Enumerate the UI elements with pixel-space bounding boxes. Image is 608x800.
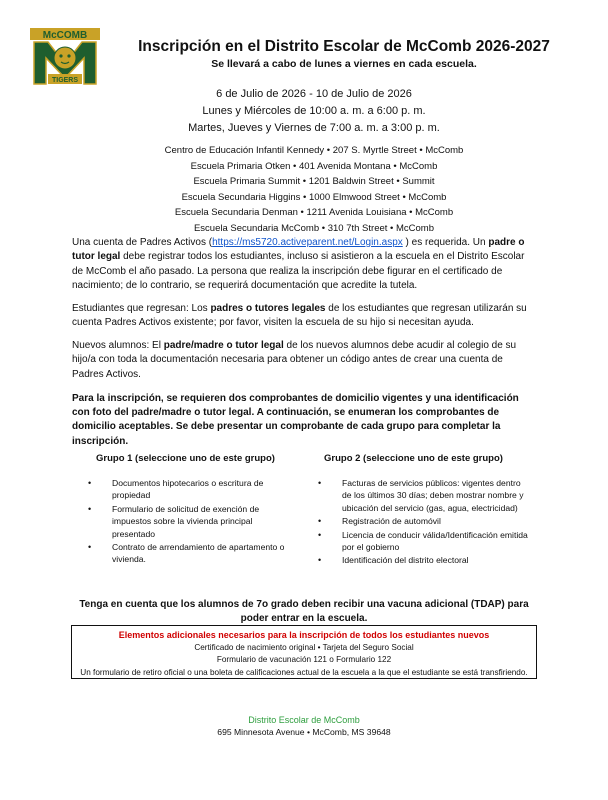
school-item: Escuela Secundaria McComb • 310 7th Street • McComb [193, 222, 435, 234]
list-item: • Contrato de arrendamiento de apartamento o vivienda. [88, 541, 288, 566]
list-item: • Licencia de conducir válida/Identificación emitida por el gobierno [318, 529, 530, 554]
registration-dates [60, 86, 568, 137]
returning-students-paragraph [72, 302, 534, 331]
school-item: Escuela Secundaria Higgins • 1000 Elmwood Street • McComb [181, 191, 447, 203]
box-line: Un formulario de retiro oficial o una boleta de calificaciones actual de la escuela a la que el estudiante se está transfiriendo. [80, 667, 528, 677]
group1-heading: Grupo 1 (seleccione uno de este grupo) [96, 453, 275, 464]
school-item: Escuela Secundaria Denman • 1211 Avenida Louisiana • McComb [174, 207, 454, 219]
proof-of-residence-paragraph: Para la inscripción, se requieren dos comprobantes de domicilio vigentes y una identificación con foto del padre/madre o tutor legal. A continuación, se enumeran los comprobantes de domicilio aceptables. Se debe presentar un comprobante de cada grupo para completar la inscripción. [72, 393, 519, 447]
hours-tue-thu-fri: Martes, Jueves y Viernes de 7:00 a. m. a 3:00 p. m. [188, 122, 440, 134]
bold-span: padres o tutores legales [210, 303, 326, 314]
box-heading: Elementos adicionales necesarios para la inscripción de todos los estudiantes nuevos [118, 630, 490, 640]
list-item: • Identificación del distrito electoral [318, 554, 530, 566]
school-item: Escuela Primaria Otken • 401 Avenida Montana • McComb [190, 160, 438, 172]
list-item: • Facturas de servicios públicos: vigentes dentro de los últimos 30 días; deben mostrar nombre y ubicación del servicio (gas, agua, electricidad) [318, 477, 530, 514]
list-item: • Documentos hipotecarios o escritura de propiedad [88, 477, 288, 502]
group2-heading: Grupo 2 (seleccione uno de este grupo) [324, 453, 503, 464]
group2-list [318, 477, 530, 568]
footer-address: 695 Minnesota Avenue • McComb, MS 39648 [217, 727, 391, 737]
logo-tagline: TIGERS [51, 77, 79, 84]
school-item: Escuela Primaria Summit • 1201 Baldwin Street • Summit [193, 176, 435, 188]
list-item: • Registración de automóvil [318, 515, 530, 527]
list-item: • Formulario de solicitud de exención de impuestos sobre la vivienda principal presentado [88, 503, 288, 540]
page-subtitle: Se llevará a cabo de lunes a viernes en cada escuela. [211, 58, 477, 70]
box-line: Certificado de nacimiento original • Tarjeta del Seguro Social [194, 642, 414, 652]
hours-mon-wed: Lunes y Miércoles de 10:00 a. m. a 6:00 p. m. [202, 105, 426, 117]
school-list [60, 143, 568, 237]
page-title: Inscripción en el Distrito Escolar de McComb 2026-2027 [138, 38, 550, 55]
text-span: de los estudiantes que regresan utilizarán su cuenta Padres Activos existente; por favor, visiten la escuela de su hijo si necesitan ayuda. [72, 303, 527, 329]
active-parent-link[interactable]: https://ms5720.activeparent.net/Login.aspx [212, 237, 403, 248]
new-students-paragraph [72, 339, 534, 382]
bold-span: padre o tutor legal [72, 237, 525, 263]
text-span: ) es requerida. Un [402, 237, 489, 248]
footer-district-name: Distrito Escolar de McComb [248, 715, 360, 725]
bold-span: padre/madre o tutor legal [163, 340, 284, 351]
district-logo [30, 28, 100, 86]
logo-wordmark: McCOMB [42, 30, 88, 41]
tdap-note: Tenga en cuenta que los alumnos de 7o grado deben recibir una vacuna adicional (TDAP) para poder entrar en la escuela. [79, 599, 529, 624]
group1-list [88, 477, 288, 567]
date-range: 6 de Julio de 2026 - 10 de Julio de 2026 [216, 88, 412, 100]
tiger-logo-icon [30, 28, 100, 86]
box-line: Formulario de vacunación 121 o Formulario 122 [216, 655, 392, 665]
text-span: Nuevos alumnos: El [72, 340, 164, 351]
text-span: Una cuenta de Padres Activos ( [72, 237, 213, 248]
parent-account-paragraph [72, 236, 534, 294]
additional-requirements-box [71, 625, 537, 679]
school-item: Centro de Educación Infantil Kennedy • 207 S. Myrtle Street • McComb [164, 145, 464, 156]
text-span: de los nuevos alumnos debe acudir al colegio de su hijo/a con toda la documentación necesaria para obtener un código antes de crear una cuenta de Padres Activos. [72, 340, 517, 380]
text-span: Estudiantes que regresan: Los [72, 303, 211, 314]
text-span: debe registrar todos los estudiantes, incluso si asistieron a la escuela en el Distrito Escolar de McComb el año pasado. La persona que realiza la inscripción debe figurar en el certificado de nacimiento; de lo contrario, se requerirá documentación que acredite la tutela. [72, 251, 525, 292]
